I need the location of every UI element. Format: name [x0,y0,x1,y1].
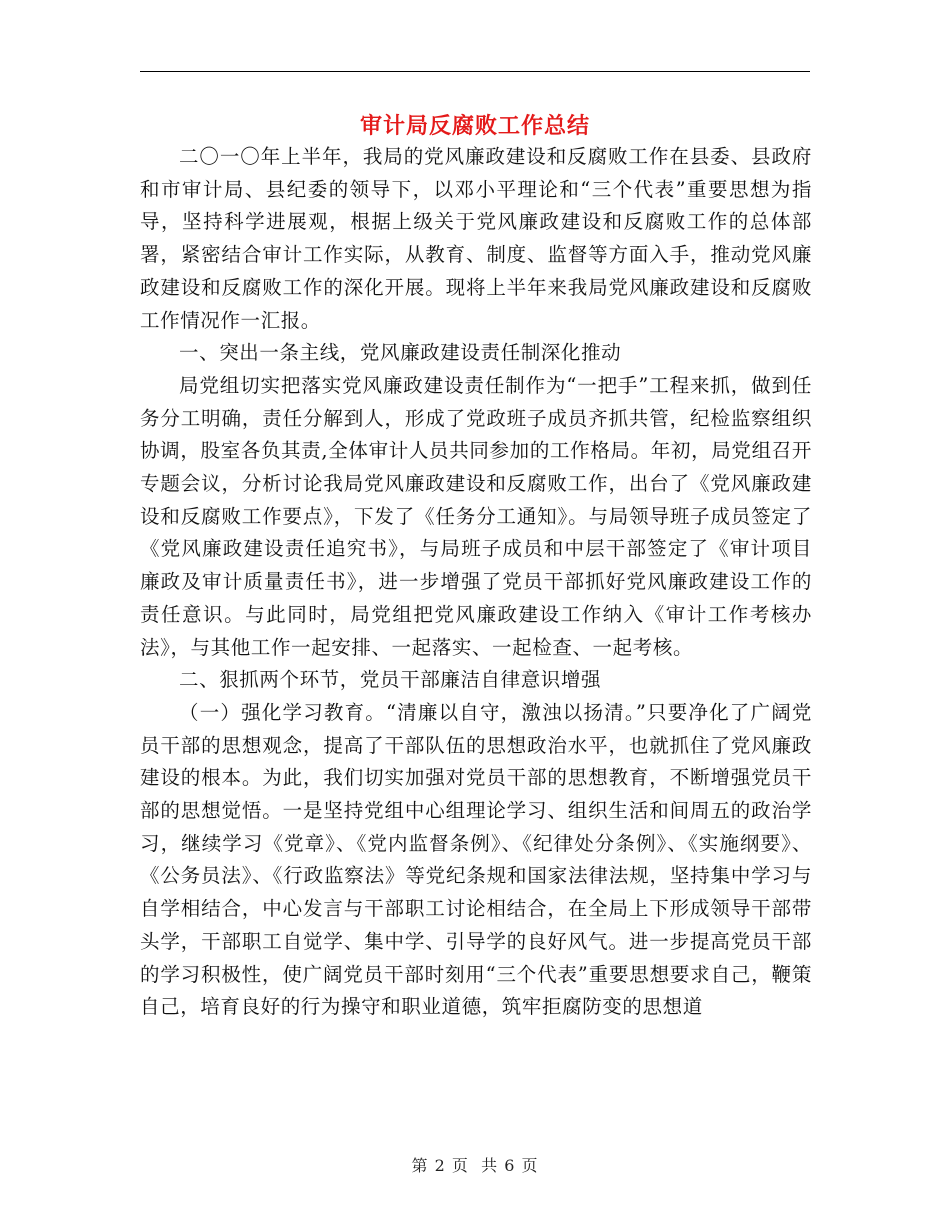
section-heading-2: 二、狠抓两个环节，党员干部廉洁自律意识增强 [179,668,602,692]
paragraph-intro: 二〇一〇年上半年，我局的党风廉政建设和反腐败工作在县委、县政府和市审计局、县纪委的领导下，以邓小平理论和“三个代表”重要思想为指导，坚持科学进展观，根据上级关于党风廉政建设和反腐败工作的总体部署，紧密结合审计工作实际，从教育、制度、监督等方面入手，推动党风廉政建设和反腐败工作的深化开展。现将上半年来我局党风廉政建设和反腐败工作情况作一汇报。 [140,145,812,332]
document-body [140,141,812,1024]
page-footer [140,1154,810,1178]
document-title: 审计局反腐败工作总结 [359,113,590,139]
paragraph-education: （一）强化学习教育。“清廉以自守，激浊以扬清。”只要净化了广阔党员干部的思想观念，提高了干部队伍的思想政治水平，也就抓住了党风廉政建设的根本。为此，我们切实加强对党员干部的思想教育，不断增强党员干部的思想觉悟。一是坚持党组中心组理论学习、组织生活和间周五的政治学习，继续学习《党章》、《党内监督条例》、《纪律处分条例》、《实施纲要》、《公务员法》、《行政监察法》等党纪条规和国家法律法规，坚持集中学习与自学相结合，中心发言与干部职工讨论相结合，在全局上下形成领导干部带头学，干部职工自觉学、集中学、引导学的良好风气。进一步提高党员干部的学习积极性，使广阔党员干部时刻用“三个代表”重要思想要求自己，鞭策自己，培育良好的行为操守和职业道德，筑牢拒腐防变的思想道 [140,700,812,1019]
footer-total-pages: 6 [504,1156,516,1175]
footer-label-of: 页 共 [451,1156,499,1175]
paragraph-responsibility: 局党组切实把落实党风廉政建设责任制作为“一把手”工程来抓，做到任务分工明确，责任分解到人，形成了党政班子成员齐抓共管，纪检监察组织协调，股室各负其责,全体审计人员共同参加的工作格局。年初，局党组召开专题会议，分析讨论我局党风廉政建设和反腐败工作，出台了《党风廉政建设和反腐败工作要点》，下发了《任务分工通知》。与局领导班子成员签定了《党风廉政建设责任追究书》，与局班子成员和中层干部签定了《审计项目廉政及审计质量责任书》，进一步增强了党员干部抓好党风廉政建设工作的责任意识。与此同时，局党组把党风廉政建设工作纳入《审计工作考核办法》，与其他工作一起安排、一起落实、一起检查、一起考核。 [140,373,812,659]
header-rule [140,71,810,72]
footer-current-page: 2 [434,1156,446,1175]
footer-label-page: 第 [411,1156,429,1175]
section-heading-1: 一、突出一条主线，党风廉政建设责任制深化推动 [179,341,622,365]
footer-label-end: 页 [521,1156,539,1175]
